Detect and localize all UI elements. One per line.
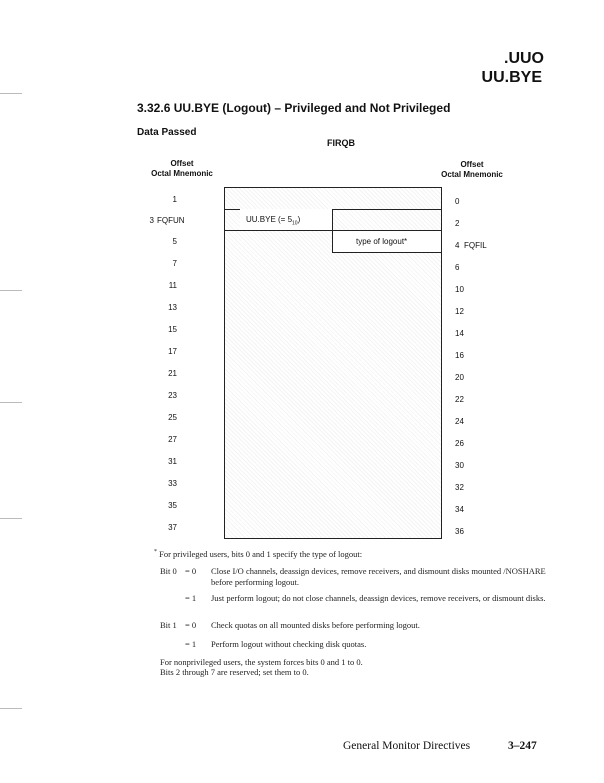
right-offset: 24 <box>455 417 464 426</box>
right-offset: 34 <box>455 505 464 514</box>
row-divider <box>332 252 442 253</box>
right-offset: 16 <box>455 351 464 360</box>
uubye-label: UU.BYE (= 5 <box>246 215 293 224</box>
right-offset: 10 <box>455 285 464 294</box>
bit1-eq0: = 0 <box>185 620 197 630</box>
reserved-bits-note: Bits 2 through 7 are reserved; set them to 0. <box>160 667 309 677</box>
offset-label: Offset <box>460 160 484 169</box>
margin-mark <box>0 290 22 291</box>
right-offset: 32 <box>455 483 464 492</box>
logout-type-cell-text: type of logout* <box>356 237 408 246</box>
fqfil-mnemonic: FQFIL <box>464 241 487 250</box>
left-offset: 11 <box>168 281 177 290</box>
offset-label: Offset <box>170 159 194 168</box>
right-offset: 0 <box>455 197 460 206</box>
left-offset: 37 <box>168 523 177 532</box>
header-uubye: UU.BYE <box>481 69 542 86</box>
right-offset: 22 <box>455 395 464 404</box>
bit0-eq1: = 1 <box>185 593 197 603</box>
octal-mnemonic-label: Octal Mnemonic <box>441 170 503 179</box>
bit1-eq1: = 1 <box>185 639 197 649</box>
left-offset: 7 <box>172 259 177 268</box>
left-offset: 21 <box>168 369 177 378</box>
left-offset: 33 <box>168 479 177 488</box>
fqfun-mnemonic: FQFUN <box>157 216 185 225</box>
left-offset: 13 <box>168 303 177 312</box>
footnote-mark: * <box>154 549 157 555</box>
bit0-eq0: = 0 <box>185 566 197 576</box>
footnote-intro <box>154 547 362 560</box>
section-title: 3.32.6 UU.BYE (Logout) – Privileged and Not Privileged <box>137 101 451 115</box>
right-offset: 4 <box>455 241 460 250</box>
right-offset: 12 <box>455 307 464 316</box>
left-offset: 35 <box>168 501 177 510</box>
bit1-value1-text: Perform logout without checking disk quotas. <box>211 639 367 649</box>
octal-mnemonic-label: Octal Mnemonic <box>151 169 213 178</box>
firqb-label: FIRQB <box>327 138 355 148</box>
bit0-label: Bit 0 <box>160 566 177 576</box>
right-offset: 36 <box>455 527 464 536</box>
margin-mark <box>0 518 22 519</box>
left-offset: 27 <box>168 435 177 444</box>
bit1-label: Bit 1 <box>160 620 177 630</box>
margin-mark <box>0 93 22 94</box>
uubye-cell-text <box>246 215 300 227</box>
margin-mark <box>0 708 22 709</box>
nonprivileged-note: For nonprivileged users, the system forces bits 0 and 1 to 0. <box>160 657 363 667</box>
left-offset: 15 <box>168 325 177 334</box>
margin-mark <box>0 402 22 403</box>
data-passed-heading: Data Passed <box>137 127 197 138</box>
left-offset: 3 <box>149 216 154 225</box>
bit1-value0-text: Check quotas on all mounted disks before performing logout. <box>211 620 420 630</box>
page-number: 3–247 <box>508 740 537 752</box>
bit0-value1-text: Just perform logout; do not close channels, deassign devices, remove receivers, or dismount disks. <box>211 593 546 603</box>
right-offset: 26 <box>455 439 464 448</box>
footnote-intro-text: For privileged users, bits 0 and 1 specify the type of logout: <box>159 548 363 559</box>
left-offset: 25 <box>168 413 177 422</box>
left-offset: 23 <box>168 391 177 400</box>
right-column-header <box>437 160 507 180</box>
uubye-base: 10 <box>292 220 298 227</box>
left-offset: 17 <box>168 347 177 356</box>
right-offset: 14 <box>455 329 464 338</box>
bit0-value0-text: Close I/O channels, deassign devices, remove receivers, and dismount disks mounted /NOSHARE before performing logout. <box>211 566 546 587</box>
right-offset: 20 <box>455 373 464 382</box>
left-offset: 31 <box>168 457 177 466</box>
right-offset: 2 <box>455 219 460 228</box>
left-column-header <box>137 159 227 179</box>
left-offset: 1 <box>172 195 177 204</box>
left-offset: 5 <box>172 237 177 246</box>
right-offset: 6 <box>455 263 460 272</box>
uubye-close: ) <box>297 215 301 224</box>
footer-chapter: General Monitor Directives <box>343 740 471 752</box>
right-offset: 30 <box>455 461 464 470</box>
header-uuo: .UUO <box>504 50 544 67</box>
